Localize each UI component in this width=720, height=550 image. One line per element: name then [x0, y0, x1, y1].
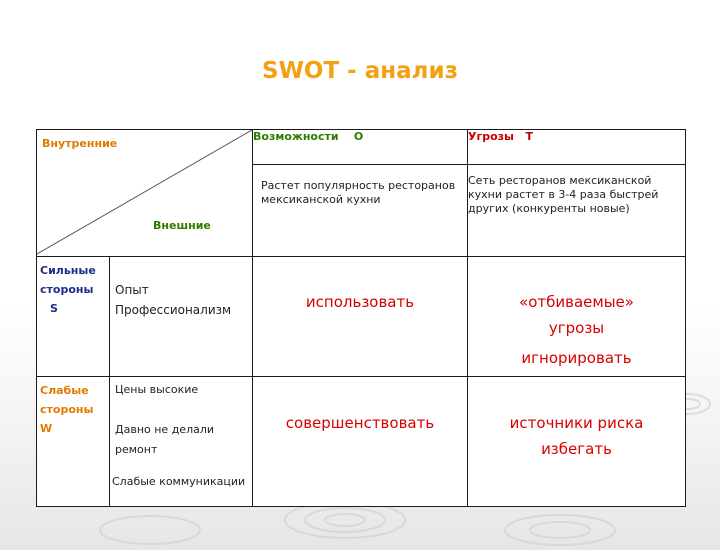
weaknesses-items [110, 377, 253, 507]
strengths-label: Сильные стороны S [37, 257, 110, 377]
page-title: SWOT - анализ [262, 58, 458, 84]
list-item: Слабые коммуникации [112, 475, 246, 488]
list-item: Давно не делали [115, 423, 215, 436]
st-strategy: «отбиваемые» угрозы игнорировать [468, 257, 686, 377]
external-label: Внешние [153, 219, 211, 232]
swot-table [36, 129, 686, 507]
wt-strategy: источники риска избегать [468, 377, 686, 507]
list-item: ремонт [115, 443, 158, 456]
diagonal-header-cell [37, 130, 253, 257]
list-item: Профессионализм [115, 303, 232, 317]
so-strategy: использовать [253, 257, 468, 377]
weaknesses-label: Слабые стороны W [37, 377, 110, 507]
list-item: Цены высокие [115, 383, 199, 396]
internal-label: Внутренние [42, 137, 118, 150]
opportunities-description: Растет популярность ресторанов мексиканской кухни [253, 165, 468, 257]
wo-strategy: совершенствовать [253, 377, 468, 507]
threats-description: Сеть ресторанов мексиканской кухни растет в 3-4 раза быстрей других (конкуренты новые) [468, 165, 686, 257]
threats-header: Угрозы T [468, 130, 686, 165]
strengths-items [110, 257, 253, 377]
list-item: Опыт [115, 283, 149, 297]
opportunities-header: Возможности O [253, 130, 468, 165]
